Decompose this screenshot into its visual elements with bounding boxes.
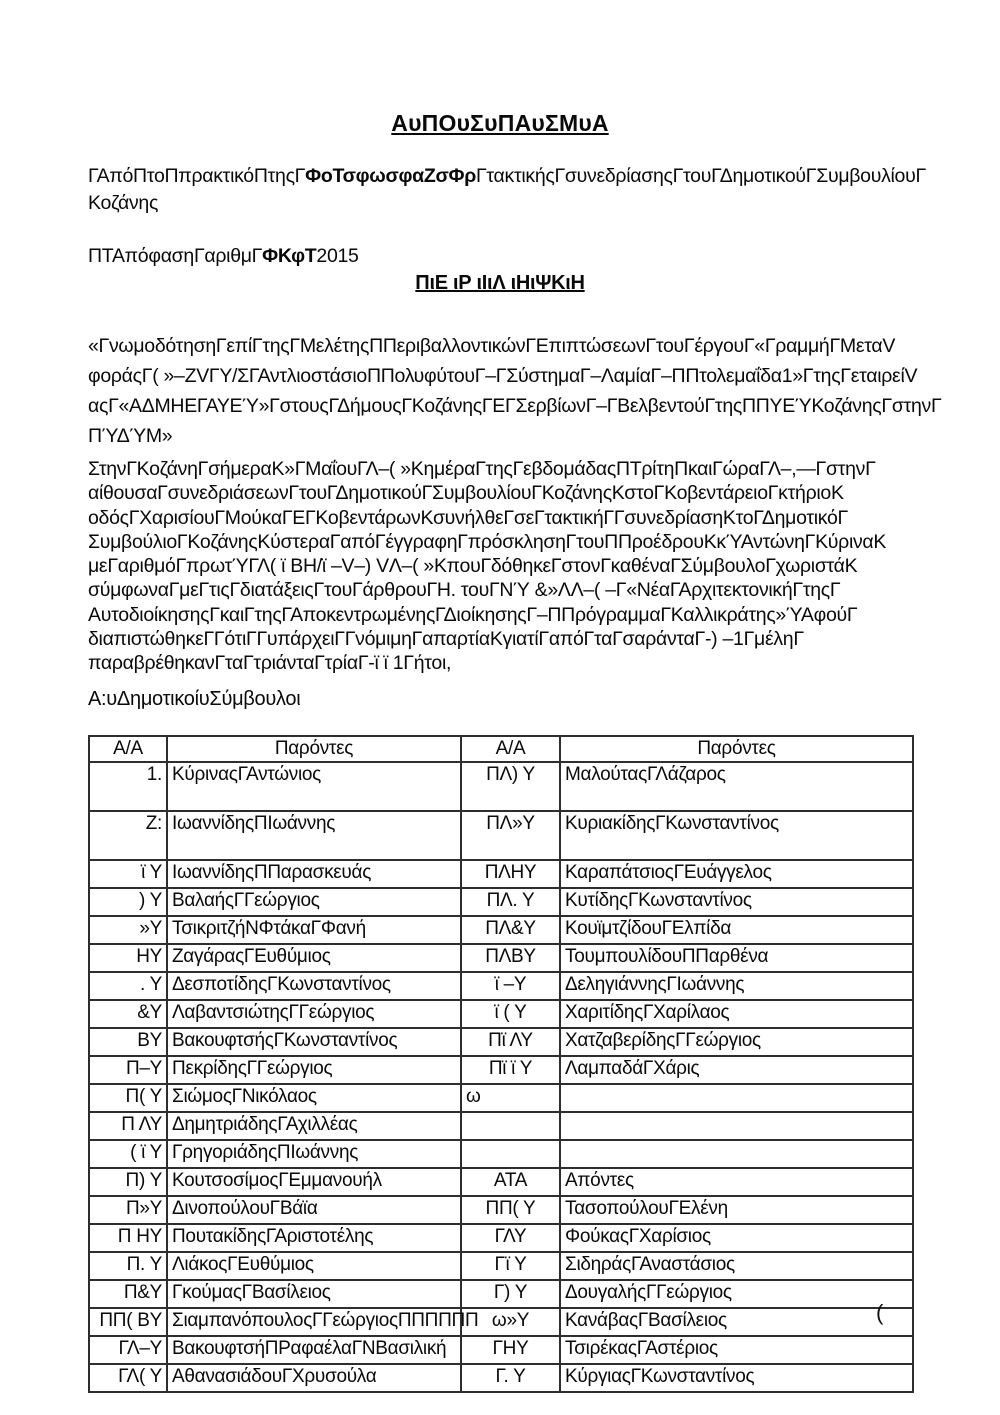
- member-name: ΤσικριτζήΝΦτάκαΓΦανή: [167, 916, 461, 944]
- intro-paragraph: [88, 163, 926, 190]
- member-name: ΒαλαήςΓΓεώργιος: [167, 888, 461, 916]
- body-line: οδόςΓΧαρισίουΓΜούκαΓΕΓΚοβεντάρωνΚσυνήλθεΓσεΓτακτικήΓΓσυνεδρίασηΚτοΓΔημοτικόΓ: [88, 506, 849, 529]
- member-name: ΔινοπούλουΓΒάϊα: [167, 1196, 461, 1224]
- member-name: [560, 1112, 913, 1140]
- council-member-row: [89, 1280, 913, 1308]
- member-number: ΠΛΒΥ: [461, 944, 560, 972]
- member-name: ΓρηγοριάδηςΠΙωάννης: [167, 1140, 461, 1168]
- member-name: ΤουμπουλίδουΠΠαρθένα: [560, 944, 913, 972]
- subject-line: ΠΎΔΎΜ»: [88, 425, 173, 447]
- member-number: ) Υ: [89, 888, 167, 916]
- subject-paragraph: [88, 331, 942, 451]
- council-member-row: [89, 888, 913, 916]
- body-line: ΣυμβούλιοΓΚοζάνηςΚύστεραΓαπόΓέγγραφηΓπρόσκλησηΓτουΠΠροέδρουΚκΎΑντώνηΓΚύριναΚ: [88, 530, 887, 553]
- member-name: ΓκούμαςΓΒασίλειος: [167, 1280, 461, 1308]
- member-name: ΔεληγιάννηςΓΙωάννης: [560, 972, 913, 1000]
- header-aa-left: Α/Α: [89, 736, 167, 762]
- member-number: ϊ ( Υ: [461, 1000, 560, 1028]
- member-name: ΔουγαλήςΓΓεώργιος: [560, 1280, 913, 1308]
- body-line: ΑυτοδιοίκησηςΓκαιΓτηςΓΑποκεντρωμένηςΓΔιοίκησηςΓ–ΠΠρόγραμμαΓΚαλλικράτης»ΎΑφούΓ: [88, 603, 858, 626]
- header-present-left: Παρόντες: [167, 736, 461, 762]
- council-member-row: [89, 972, 913, 1000]
- member-number: ω»Υ: [461, 1308, 560, 1336]
- member-number: [461, 1140, 560, 1168]
- member-name: ΜαλούταςΓΛάζαρος: [560, 762, 913, 811]
- member-number: ΠΛ&Υ: [461, 916, 560, 944]
- summary-heading: ΠιΕ ιΡ ιΙιΛ ιΗιΨΚιΗ: [415, 272, 585, 294]
- council-member-row: [89, 1084, 913, 1112]
- body-line: ΣτηνΓΚοζάνηΓσήμεραΚ»ΓΜαΐουΓΛ–( »ΚημέραΓτηςΓεβδομάδαςΠΤρίτηΠκαιΓώραΓΛ–,—ΓστηνΓ: [88, 458, 876, 480]
- subject-line: «ΓνωμοδότησηΓεπίΓτηςΓΜελέτηςΠΠεριβαλλοντικώνΓΕπιπτώσεωνΓτουΓέργουΓ«ΓραμμήΓΜεταV: [88, 335, 896, 357]
- member-name: [560, 1140, 913, 1168]
- member-name: ΧατζαβερίδηςΓΓεώργιος: [560, 1028, 913, 1056]
- section-heading-council-members: Α:υΔημοτικοίυΣύμβουλοι: [88, 687, 301, 710]
- subject-line: αςΓ«ΑΔΜΗΕΓΑΥΕΎ»ΓστουςΓΔήμουςΓΚοζάνηςΓΕΓΣερβίωνΓ–ΓΒελβεντούΓτηςΠΠΥΕΎΚοζάνηςΓστηνΓ: [88, 395, 942, 417]
- subject-line: φοράςΓ( »–ΖVΓΥ/ΣΓΑντλιοστάσιοΠΠολυφύτουΓ–ΓΣύστημαΓ–ΛαμίαΓ–ΠΠτολεμαΐδα1»ΓτηςΓεταιρείV: [88, 365, 918, 387]
- member-name: ΔημητριάδηςΓΑχιλλέας: [167, 1112, 461, 1140]
- member-name: Απόντες: [560, 1168, 913, 1196]
- member-name: ΤσιρέκαςΓΑστέριος: [560, 1336, 913, 1364]
- member-name: ΚουϊμτζίδουΓΕλπίδα: [560, 916, 913, 944]
- member-name: ΚαραπάτσιοςΓΕυάγγελος: [560, 860, 913, 888]
- member-number: ΠΛ. Υ: [461, 888, 560, 916]
- decision-year: 2015: [316, 245, 359, 267]
- member-number: ΠΠ( Υ: [461, 1196, 560, 1224]
- member-name: ΚυριακίδηςΓΚωνσταντίνος: [560, 811, 913, 860]
- decision-number: ΦΚφΤ: [262, 245, 317, 267]
- member-number: ( ϊ Υ: [89, 1140, 167, 1168]
- council-member-row: [89, 1028, 913, 1056]
- intro-text-post: ΓτακτικήςΓσυνεδρίασηςΓτουΓΔημοτικούΓΣυμβουλίουΓ: [475, 165, 926, 187]
- decision-number-line: [88, 243, 912, 270]
- member-name: ΑθανασιάδουΓΧρυσούλα: [167, 1364, 461, 1392]
- member-number: ΒΥ: [89, 1028, 167, 1056]
- member-name: ΧαριτίδηςΓΧαρίλαος: [560, 1000, 913, 1028]
- member-name: ΠεκρίδηςΓΓεώργιος: [167, 1056, 461, 1084]
- document-title: ΑυΠΟυΣυΠΑυΣΜυΑ: [391, 110, 609, 136]
- council-member-row: [89, 1168, 913, 1196]
- member-name: ΛαβαντσιώτηςΓΓεώργιος: [167, 1000, 461, 1028]
- member-number: Γ. Υ: [461, 1364, 560, 1392]
- body-line: αίθουσαΓσυνεδριάσεωνΓτουΓΔημοτικούΓΣυμβουλίουΓΚοζάνηςΚστοΓΚοβεντάρειοΓκτήριοΚ: [88, 482, 844, 505]
- member-number: Π»Υ: [89, 1196, 167, 1224]
- member-number: ΓΛ( Υ: [89, 1364, 167, 1392]
- council-member-row: [89, 1056, 913, 1084]
- header-present-right: Παρόντες: [560, 736, 913, 762]
- member-number: Πϊ ΛΥ: [461, 1028, 560, 1056]
- member-number: ω: [461, 1084, 560, 1112]
- member-number: Π ΗΥ: [89, 1224, 167, 1252]
- member-number: Ζ:: [89, 811, 167, 860]
- council-member-row: [89, 1336, 913, 1364]
- member-name: ΚανάβαςΓΒασίλειος: [560, 1308, 913, 1336]
- member-name: ΙωαννίδηςΠΙωάννης: [167, 811, 461, 860]
- member-name: ΙωαννίδηςΠΠαρασκευάς: [167, 860, 461, 888]
- member-number: 1.: [89, 762, 167, 811]
- page-footer-mark: (: [876, 1300, 884, 1325]
- member-number: ΑΤΑ: [461, 1168, 560, 1196]
- member-name: ΣιδηράςΓΑναστάσιος: [560, 1252, 913, 1280]
- member-number: . Υ: [89, 972, 167, 1000]
- council-member-row: [89, 762, 913, 811]
- member-number: ΓΗΥ: [461, 1336, 560, 1364]
- member-number: ΓΛΥ: [461, 1224, 560, 1252]
- member-number: Πϊ ϊ Υ: [461, 1056, 560, 1084]
- member-number: ΓΛ–Υ: [89, 1336, 167, 1364]
- council-member-row: [89, 1140, 913, 1168]
- member-number: ϊ Υ: [89, 860, 167, 888]
- intro-text-pre: ΓΑπόΠτοΠπρακτικόΠτηςΓ: [88, 165, 306, 187]
- header-aa-right: Α/Α: [461, 736, 560, 762]
- member-number: ΠΛ»Υ: [461, 811, 560, 860]
- council-members-table: [88, 735, 914, 1393]
- member-number: Π( Υ: [89, 1084, 167, 1112]
- member-name: ΖαγάραςΓΕυθύμιος: [167, 944, 461, 972]
- member-number: Π&Υ: [89, 1280, 167, 1308]
- body-line: παραβρέθηκανΓταΓτριάνταΓτρίαΓ-ϊ ϊ 1Γήτοι,: [88, 652, 452, 675]
- table-header-row: [89, 736, 913, 762]
- member-name: ΦούκαςΓΧαρίσιος: [560, 1224, 913, 1252]
- member-name: ΠουτακίδηςΓΑριστοτέλης: [167, 1224, 461, 1252]
- member-number: [461, 1112, 560, 1140]
- council-member-row: [89, 811, 913, 860]
- council-member-row: [89, 1112, 913, 1140]
- member-number: Π. Υ: [89, 1252, 167, 1280]
- intro-paragraph-line2: Κοζάνης: [88, 192, 159, 214]
- document-page: [88, 0, 942, 1393]
- council-member-row: [89, 1224, 913, 1252]
- council-member-row: [89, 1364, 913, 1392]
- council-member-row: [89, 860, 913, 888]
- decision-text-pre: ΠΤΑπόφασηΓαριθμΓ: [88, 245, 263, 267]
- member-name: ΔεσποτίδηςΓΚωνσταντίνος: [167, 972, 461, 1000]
- council-member-row: [89, 1196, 913, 1224]
- member-name: ΚύργιαςΓΚωνσταντίνος: [560, 1364, 913, 1392]
- council-member-row: [89, 1252, 913, 1280]
- member-name: ΒακουφτσήΠΡαφαέλαΓΝΒασιλική: [167, 1336, 461, 1364]
- council-member-row: [89, 1000, 913, 1028]
- body-line: μεΓαριθμόΓπρωτΎΓΛ( ϊ ΒΗ/ϊ –V–) VΛ–( »ΚπουΓδόθηκεΓστονΓκαθέναΓΣύμβουλοΓχωριστάΚ: [88, 555, 858, 578]
- member-name: ΒακουφτσήςΓΚωνσταντίνος: [167, 1028, 461, 1056]
- member-number: &Υ: [89, 1000, 167, 1028]
- member-number: ΠΛ) Υ: [461, 762, 560, 811]
- member-name: ΚύριναςΓΑντώνιος: [167, 762, 461, 811]
- member-name: ΛαμπαδάΓΧάρις: [560, 1056, 913, 1084]
- member-name: ΤασοπούλουΓΕλένη: [560, 1196, 913, 1224]
- council-member-row: [89, 1308, 913, 1336]
- member-number: ΠΛΗΥ: [461, 860, 560, 888]
- member-number: ΠΠ( ΒΥ: [89, 1308, 167, 1336]
- member-name: ΛιάκοςΓΕυθύμιος: [167, 1252, 461, 1280]
- member-name: ΣιαμπανόπουλοςΓΓεώργιοςΠΠΠΠΠΠ: [167, 1308, 461, 1336]
- member-name: ΚυτίδηςΓΚωνσταντίνος: [560, 888, 913, 916]
- council-member-row: [89, 944, 913, 972]
- member-number: Π ΛΥ: [89, 1112, 167, 1140]
- body-paragraph: [88, 457, 912, 676]
- member-name: ΣιώμοςΓΝικόλαος: [167, 1084, 461, 1112]
- council-member-row: [89, 916, 913, 944]
- member-number: Π) Υ: [89, 1168, 167, 1196]
- member-number: Π–Υ: [89, 1056, 167, 1084]
- member-name: [560, 1084, 913, 1112]
- session-number: ΦοΤσφωσφαΖσΦρ: [305, 165, 476, 187]
- member-number: »Υ: [89, 916, 167, 944]
- member-name: ΚουτσοσίμοςΓΕμμανουήλ: [167, 1168, 461, 1196]
- member-number: ΗΥ: [89, 944, 167, 972]
- body-line: σύμφωναΓμεΓτιςΓδιατάξειςΓτουΓάρθρουΓΗ. τουΓΝΎ &»ΛΛ–( –Γ«ΝέαΓΑρχιτεκτονικήΓτηςΓ: [88, 579, 841, 602]
- member-number: ϊ –Υ: [461, 972, 560, 1000]
- member-number: Γ) Υ: [461, 1280, 560, 1308]
- member-number: Γϊ Υ: [461, 1252, 560, 1280]
- body-line: διαπιστώθηκεΓΓότιΓΓυπάρχειΓΓνόμιμηΓαπαρτίαΚγιατίΓαπόΓταΓσαράνταΓ-) –1ΓμέληΓ: [88, 628, 804, 651]
